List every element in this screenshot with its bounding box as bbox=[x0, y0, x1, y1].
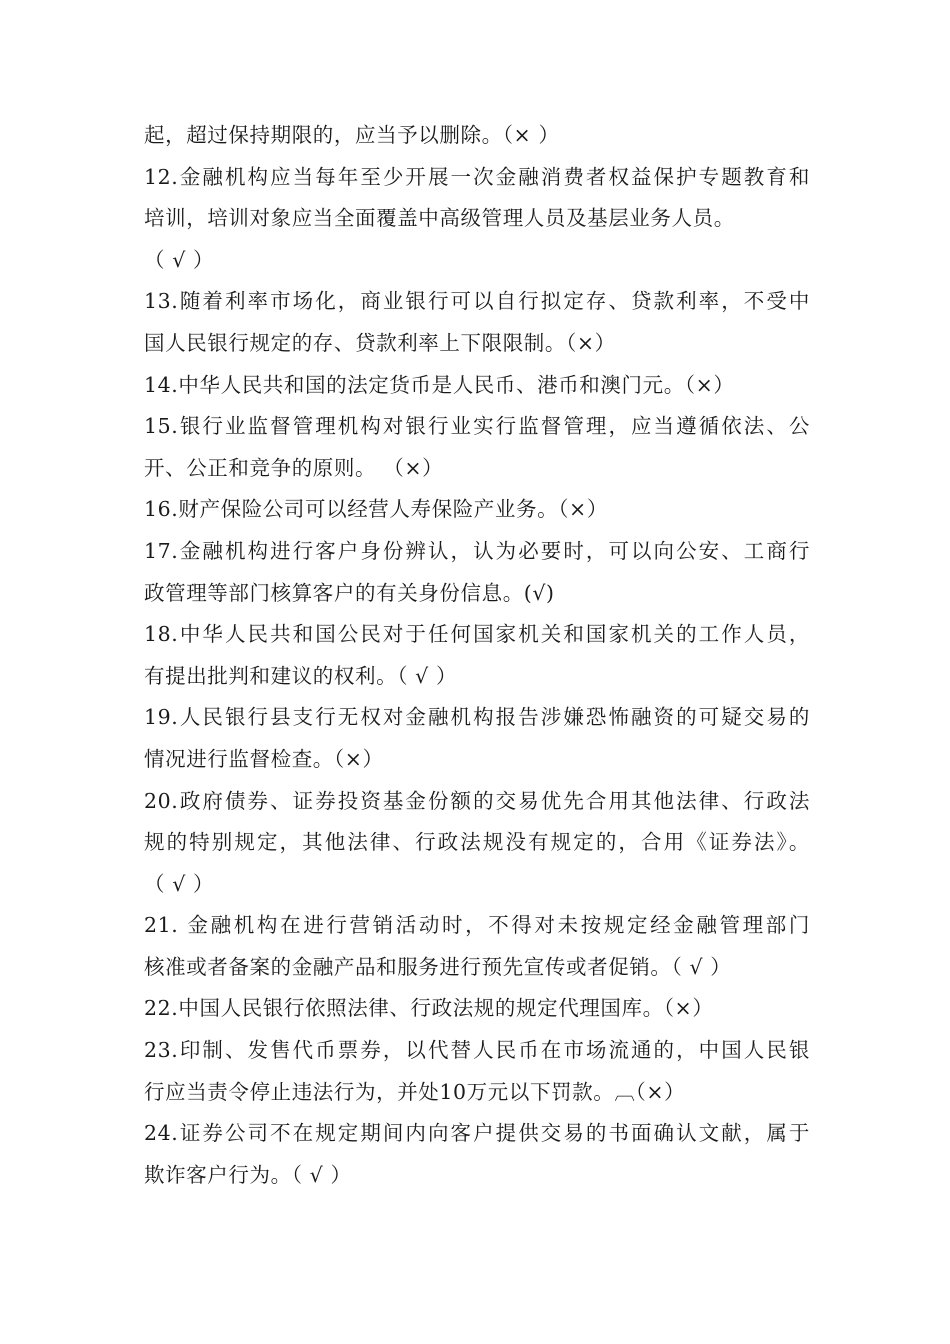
text-line: 行应当责令停止违法行为，并处10万元以下罚款。︹（×） bbox=[144, 1079, 686, 1104]
text-line: 有提出批判和建议的权利。（ √ ） bbox=[144, 663, 458, 688]
text-line: 15.银行业监督管理机构对银行业实行监督管理，应当遵循依法、公 bbox=[144, 414, 810, 439]
document-body bbox=[144, 115, 810, 1196]
text-line: 起，超过保持期限的，应当予以删除。（× ） bbox=[144, 123, 560, 147]
text-line: 12.金融机构应当每年至少开展一次金融消费者权益保护专题教育和 bbox=[144, 164, 810, 189]
text-line: 欺诈客户行为。（ √ ） bbox=[144, 1162, 352, 1187]
text-line: 20.政府债券、证券投资基金份额的交易优先合用其他法律、行政法 bbox=[144, 788, 810, 813]
text-line: 开、公正和竞争的原则。 （×） bbox=[144, 455, 444, 480]
text-line: （ √ ） bbox=[144, 871, 215, 896]
text-line: 23.印制、发售代币票券，以代替人民币在市场流通的，中国人民银 bbox=[144, 1038, 810, 1063]
text-line: 21. 金融机构在进行营销活动时，不得对未按规定经金融管理部门 bbox=[144, 913, 810, 938]
text-line: 24.证券公司不在规定期间内向客户提供交易的书面确认文献，属于 bbox=[144, 1121, 810, 1146]
text-line: 18.中华人民共和国公民对于任何国家机关和国家机关的工作人员， bbox=[144, 622, 810, 647]
text-line: 17.金融机构进行客户身份辨认，认为必要时，可以向公安、工商行 bbox=[144, 538, 810, 563]
text-line: 22.中国人民银行依照法律、行政法规的规定代理国库。（×） bbox=[144, 996, 714, 1021]
text-line: 核准或者备案的金融产品和服务进行预先宣传或者促销。（ √ ） bbox=[144, 954, 732, 979]
text-line: 16.财产保险公司可以经营人寿保险产业务。（×） bbox=[144, 497, 608, 522]
text-line: （ √ ） bbox=[144, 247, 215, 272]
text-line: 13.随着利率市场化，商业银行可以自行拟定存、贷款利率，不受中 bbox=[144, 289, 810, 314]
text-line: 国人民银行规定的存、贷款利率上下限限制。（×） bbox=[144, 330, 616, 355]
text-line: 政管理等部门核算客户的有关身份信息。(√) bbox=[144, 580, 555, 605]
text-line: 培训，培训对象应当全面覆盖中高级管理人员及基层业务人员。 bbox=[144, 206, 735, 231]
text-line: 规的特别规定，其他法律、行政法规没有规定的，合用《证券法》。 bbox=[144, 830, 810, 855]
text-line: 19.人民银行县支行无权对金融机构报告涉嫌恐怖融资的可疑交易的 bbox=[144, 705, 810, 730]
text-line: 情况进行监督检查。（×） bbox=[144, 746, 384, 771]
text-line: 14.中华人民共和国的法定货币是人民币、港币和澳门元。（×） bbox=[144, 372, 735, 397]
